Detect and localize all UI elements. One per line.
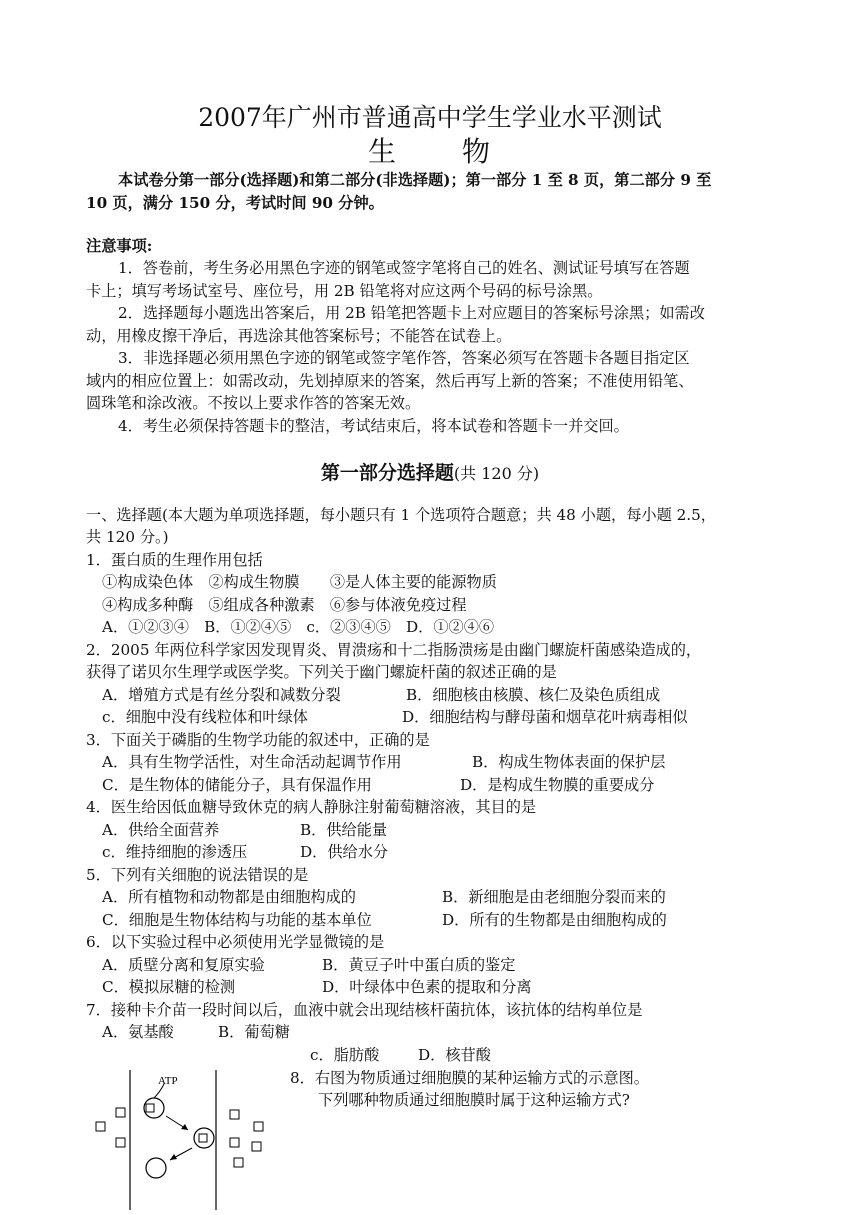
subject-char-1: 生 [367,135,398,168]
exam-title: 2007年广州市普通高中学生学业水平测试 [198,103,662,132]
question-4-option-d: D．供给水分 [300,843,389,861]
notes-heading: 注意事项: [86,237,153,255]
molecule-square [254,1122,263,1131]
note-1a: 1．答卷前，考生务必用黑色字迹的钢笔或签字笔将自己的姓名、测试证号填写在答题 [118,259,690,277]
question-5-option-b: B．新细胞是由老细胞分裂而来的 [442,888,666,906]
question-8a: 8．右图为物质通过细胞膜的某种运输方式的示意图。 [290,1069,649,1087]
note-2a: 2．选择题每小题选出答案后，用 2B 铅笔把答题卡上对应题目的答案标号涂黑；如需改 [118,304,705,322]
question-5-option-a: A．所有植物和动物都是由细胞构成的 [102,888,356,906]
question-1-items-2: ④构成多种酶 ⑤组成各种激素 ⑥参与体液免疫过程 [102,596,467,614]
question-8b: 下列哪种物质通过细胞膜时属于这种运输方式? [318,1091,630,1109]
question-3: 3．下面关于磷脂的生物学功能的叙述中，正确的是 [86,731,430,749]
question-2-option-a: A．增殖方式是有丝分裂和减数分裂 [102,686,341,704]
section-score: (共 120 分) [453,464,540,483]
question-4-option-b: B．供给能量 [300,821,388,839]
subject-title [0,130,860,170]
question-6: 6．以下实验过程中必须使用光学显微镜的是 [86,933,385,951]
note-4: 4．考生必须保持答题卡的整洁，考试结束后，将本试卷和答题卡一并交回。 [118,417,629,435]
note-3a: 3．非选择题必须用黑色字迹的钢笔或签字笔作答，答案必须写在答题卡各题目指定区 [118,349,690,367]
question-7-option-b: B．葡萄糖 [218,1023,290,1041]
molecule-square [234,1158,243,1167]
subject-char-2: 物 [462,135,493,168]
carrier-circle-bottom [146,1158,166,1178]
question-6-option-b: B．黄豆子叶中蛋白质的鉴定 [322,956,516,974]
question-5-option-d: D．所有的生物都是由细胞构成的 [442,911,667,929]
molecule-square [230,1138,239,1147]
question-3-option-a: A．具有生物学活性，对生命活动起调节作用 [102,753,402,771]
molecule-square [116,1108,125,1117]
intro-line-1: 本试卷分第一部分(选择题)和第二部分(非选择题)；第一部分 1 至 8 页，第二部分 9 至 [118,171,712,189]
question-1-items-1: ①构成染色体 ②构成生物膜 ③是人体主要的能源物质 [102,573,497,591]
question-7: 7．接种卡介苗一段时间以后，血液中就会出现结核杆菌抗体，该抗体的结构单位是 [86,1001,643,1019]
molecule-square [199,1134,207,1142]
question-1-options: A．①②③④ B．①②④⑤ c．②③④⑤ D．①②④⑥ [102,618,495,636]
section-desc-1: 一、选择题(本大题为单项选择题，每小题只有 1 个选项符合题意；共 48 小题，每小题 2.5， [86,506,716,524]
question-4-option-c: c．维持细胞的渗透压 [102,843,248,861]
question-6-option-a: A．质壁分离和复原实验 [102,956,265,974]
question-2-option-b: B．细胞核由核膜、核仁及染色质组成 [406,686,661,704]
atp-label: ATP [158,1075,178,1087]
membrane-transport-diagram [88,1062,288,1212]
section-title-text: 第一部分选择题 [320,462,454,484]
section-title [0,458,860,485]
question-3-option-b: B．构成生物体表面的保护层 [472,753,666,771]
note-3c: 圆珠笔和涂改液。不按以上要求作答的答案无效。 [86,394,421,412]
arrowhead-right [181,1124,188,1130]
question-2-option-c: c．细胞中没有线粒体和叶绿体 [102,708,308,726]
note-1b: 卡上；填写考场试室号、座位号，用 2B 铅笔将对应这两个号码的标号涂黑。 [86,282,603,300]
question-6-option-c: C．模拟尿糖的检测 [102,978,236,996]
note-3b: 域内的相应位置上：如需改动，先划掉原来的答案，然后再写上新的答案；不准使用铅笔、 [86,372,694,390]
question-4: 4．医生给因低血糖导致休克的病人静脉注射葡萄糖溶液，其目的是 [86,798,537,816]
molecule-square [96,1122,105,1131]
question-1: 1．蛋白质的生理作用包括 [86,551,263,569]
question-2a: 2．2005 年两位科学家因发现胃炎、胃溃疡和十二指肠溃疡是由幽门螺旋杆菌感染造成的， [86,641,702,659]
question-7-option-c: c．脂肪酸 [310,1046,380,1064]
molecule-square [252,1142,261,1151]
question-5: 5．下列有关细胞的说法错误的是 [86,866,309,884]
question-2-option-d: D．细胞结构与酵母菌和烟草花叶病毒相似 [402,708,688,726]
section-desc-2: 共 120 分。) [86,528,169,546]
question-3-option-d: D．是构成生物膜的重要成分 [460,776,655,794]
question-5-option-c: C．细胞是生物体结构与功能的基本单位 [102,911,372,929]
molecule-square [116,1138,125,1147]
molecule-square [146,1104,154,1112]
question-7-option-a: A．氨基酸 [102,1023,174,1041]
question-6-option-d: D．叶绿体中色素的提取和分离 [322,978,532,996]
note-2b: 动，用橡皮擦干净后，再选涂其他答案标号；不能答在试卷上。 [86,327,512,345]
question-4-option-a: A．供给全面营养 [102,821,220,839]
question-7-option-d: D．核苷酸 [418,1046,491,1064]
question-2b: 获得了诺贝尔生理学或医学奖。下列关于幽门螺旋杆菌的叙述正确的是 [86,663,557,681]
molecule-square [230,1110,239,1119]
intro-line-2: 10 页，满分 150 分，考试时间 90 分钟。 [86,194,384,212]
question-3-option-c: C．是生物体的储能分子，具有保温作用 [102,776,372,794]
